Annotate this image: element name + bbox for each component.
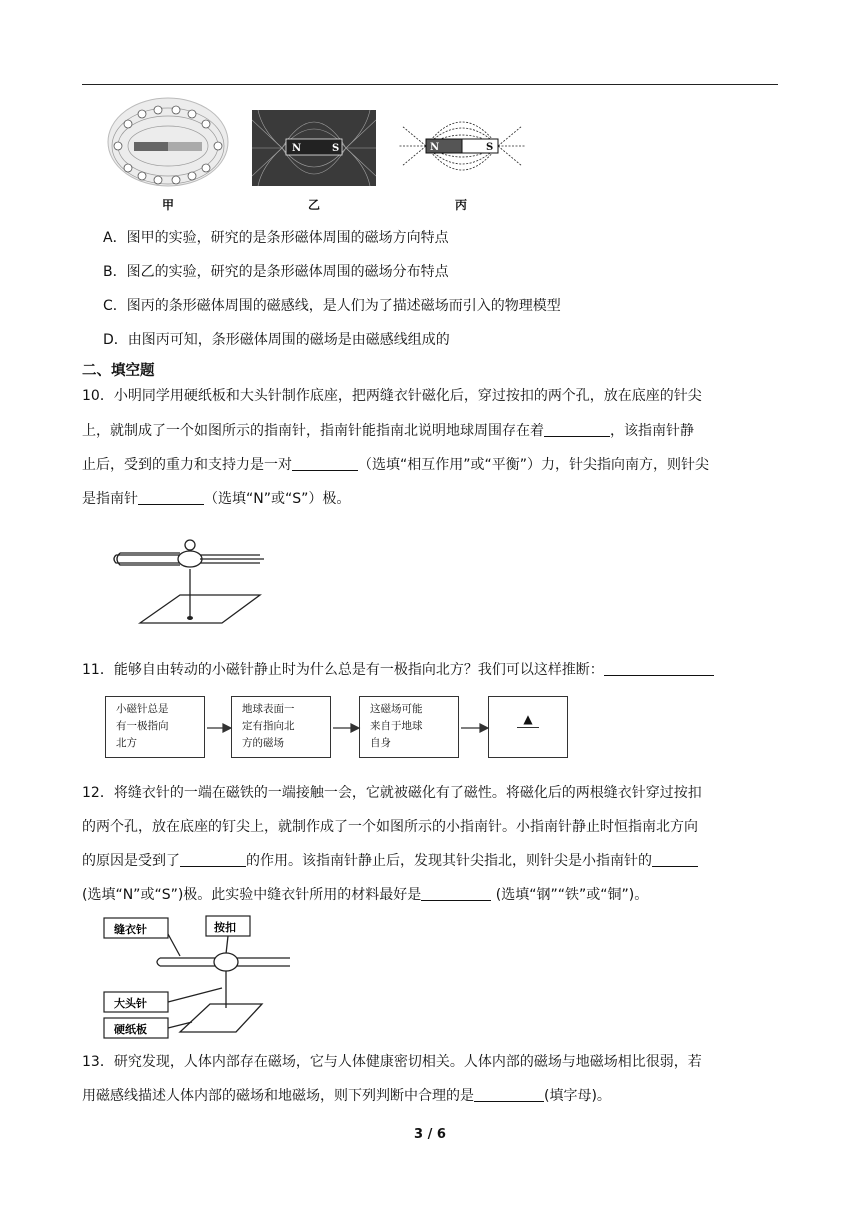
flow-box-text: 自身	[370, 737, 391, 749]
svg-text:N: N	[292, 143, 302, 154]
q13-line-2	[82, 1086, 782, 1106]
q10-text: （选填“相互作用”或“平衡”）力，针尖指向南方，则针尖	[358, 457, 710, 473]
q10-line-1: 10．小明同学用硬纸板和大头针制作底座，把两缝衣针磁化后，穿过按扣的两个孔，放在底座的针尖	[82, 388, 702, 404]
flow-box-text: 地球表面一	[242, 703, 295, 715]
label-button: 按扣	[214, 921, 236, 934]
flow-arrows	[205, 718, 495, 738]
label-pin: 大头针	[114, 997, 147, 1010]
option-a: A．图甲的实验，研究的是条形磁体周围的磁场方向特点	[103, 230, 449, 246]
q12-line-3	[82, 851, 782, 871]
header-rule	[82, 84, 778, 85]
svg-text:N: N	[430, 142, 440, 153]
flow-box-answer[interactable]	[488, 696, 568, 758]
label-board: 硬纸板	[114, 1023, 147, 1036]
option-c: C．图丙的条形磁体周围的磁感线，是人们为了描述磁场而引入的物理模型	[103, 298, 561, 314]
q11-text: 11．能够自由转动的小磁针静止时为什么总是有一极指向北方？我们可以这样推断：	[82, 662, 604, 678]
q12-line-2: 的两个孔，放在底座的钉尖上，就制作成了一个如图所示的小指南针。小指南针静止时恒指南北方向	[82, 819, 698, 835]
label-needle: 缝衣针	[114, 923, 147, 936]
q13-text: (填字母)。	[544, 1088, 611, 1104]
answer-blank[interactable]	[544, 422, 610, 437]
q10-line-2	[82, 421, 782, 441]
q10-compass-figure	[110, 533, 270, 633]
flow-box-text: 方的磁场	[242, 737, 284, 749]
figure-yi-image	[252, 110, 376, 186]
answer-underline	[517, 727, 539, 728]
q12-text: (选填“钢”“铁”或“铜”)。	[491, 887, 649, 903]
flow-box-text: 北方	[116, 737, 137, 749]
answer-blank[interactable]	[421, 886, 491, 901]
q12-line-1: 12．将缝衣针的一端在磁铁的一端接触一会，它就被磁化有了磁性。将磁化后的两根缝衣针穿过按扣	[82, 785, 702, 801]
q12-compass-figure	[100, 912, 300, 1044]
q12-text: 的作用。该指南针静止后，发现其针尖指北，则针尖是小指南针的	[246, 853, 652, 869]
flow-box-1	[105, 696, 205, 758]
page-number: 3 / 6	[414, 1127, 446, 1142]
q10-text: 是指南针	[82, 491, 138, 507]
option-b: B．图乙的实验，研究的是条形磁体周围的磁场分布特点	[103, 264, 449, 280]
q13-text: 用磁感线描述人体内部的磁场和地磁场，则下列判断中合理的是	[82, 1088, 474, 1104]
svg-text:S: S	[486, 142, 494, 153]
figure-jia-caption: 甲	[162, 198, 175, 212]
q10-text: 止后，受到的重力和支持力是一对	[82, 457, 292, 473]
figure-bing-caption: 丙	[455, 198, 468, 212]
q13-line-1: 13．研究发现，人体内部存在磁场，它与人体健康密切相关。人体内部的磁场与地磁场相比很弱，若	[82, 1054, 702, 1070]
section-heading: 二、填空题	[82, 363, 155, 379]
flow-box-text: 来自于地球	[370, 720, 423, 732]
answer-blank[interactable]	[180, 852, 246, 867]
q10-line-3	[82, 455, 782, 475]
answer-blank[interactable]	[292, 456, 358, 471]
figure-bing-image	[396, 96, 528, 192]
answer-blank[interactable]	[474, 1087, 544, 1102]
q10-line-4	[82, 489, 782, 509]
answer-blank[interactable]	[138, 490, 204, 505]
answer-blank[interactable]	[652, 852, 698, 867]
figure-jia-image	[106, 96, 230, 188]
flow-box-text: 小磁针总是	[116, 703, 169, 715]
q12-text: 的原因是受到了	[82, 853, 180, 869]
svg-text:S: S	[332, 143, 340, 154]
figure-yi-caption: 乙	[308, 198, 321, 212]
flow-box-text: 这磁场可能	[370, 703, 423, 715]
answer-blank[interactable]	[604, 661, 714, 676]
q10-text: （选填“N”或“S”）极。	[204, 491, 351, 507]
flow-box-text: 定有指向北	[242, 720, 295, 732]
option-d: D．由图丙可知，条形磁体周围的磁场是由磁感线组成的	[103, 332, 450, 348]
q10-text: 上，就制成了一个如图所示的指南针，指南针能指南北说明地球周围存在着	[82, 423, 544, 439]
q12-line-4	[82, 885, 782, 905]
q11-question	[82, 660, 782, 680]
q10-text: ，该指南针静	[610, 423, 694, 439]
flow-box-text: 有一极指向	[116, 720, 169, 732]
q12-text: (选填“N”或“S”)极。此实验中缝衣针所用的材料最好是	[82, 887, 422, 903]
answer-mark: ▲	[523, 712, 533, 726]
